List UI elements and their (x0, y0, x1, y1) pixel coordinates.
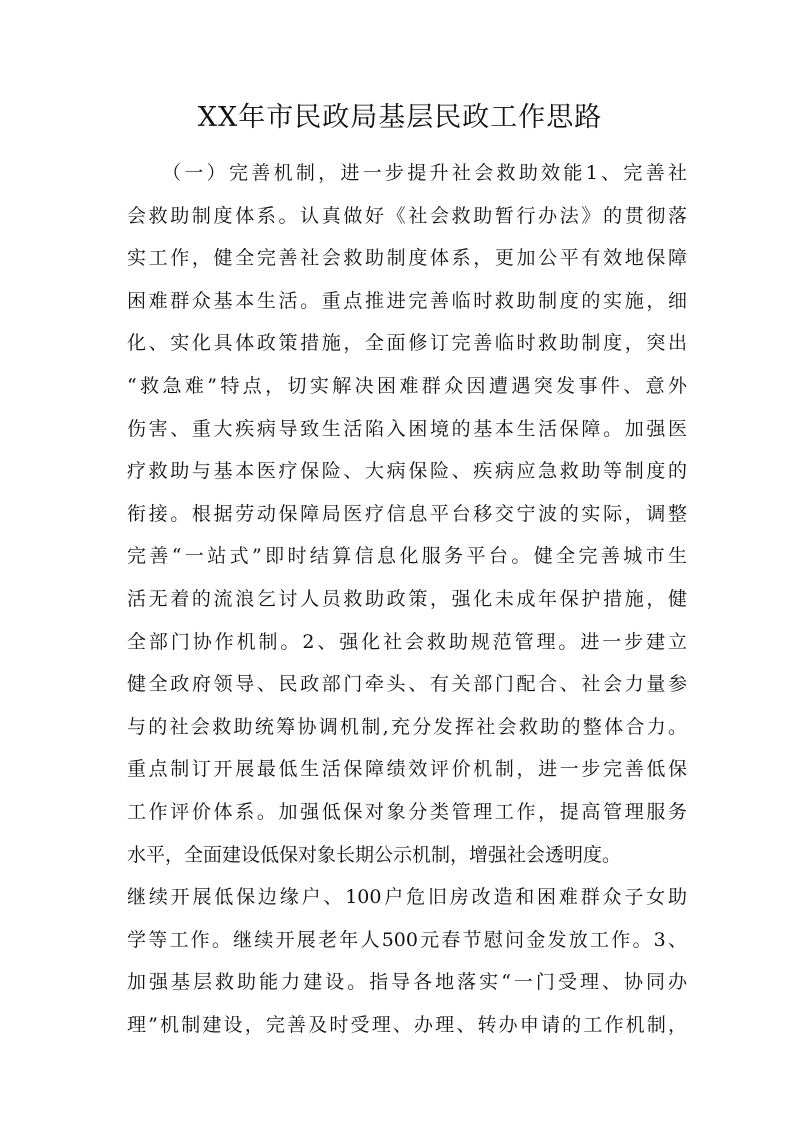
body-line: 工作评价体系。加强低保对象分类管理工作，提高管理服务 (127, 800, 687, 823)
body-line: 理”机制建设，完善及时受理、办理、转办申请的工作机制， (127, 1013, 687, 1036)
body-line: 与的社会救助统筹协调机制,充分发挥社会救助的整体合力。 (127, 715, 687, 738)
document-body (127, 152, 687, 1046)
body-line: 衔接。根据劳动保障局医疗信息平台移交宁波的实际，调整 (127, 502, 687, 525)
body-line: 水平，全面建设低保对象长期公示机制，增强社会透明度。 (127, 843, 622, 866)
body-line: 伤害、重大疾病导致生活陷入困境的基本生活保障。加强医 (127, 417, 687, 440)
body-line: 全部门协作机制。2、强化社会救助规范管理。进一步建立 (127, 630, 687, 653)
body-line: 加强基层救助能力建设。指导各地落实“一门受理、协同办 (127, 971, 687, 994)
body-line: 实工作，健全完善社会救助制度体系，更加公平有效地保障 (127, 247, 687, 270)
body-line: 完善“一站式”即时结算信息化服务平台。健全完善城市生 (127, 545, 687, 568)
body-line: 会救助制度体系。认真做好《社会救助暂行办法》的贯彻落 (127, 204, 687, 227)
body-line: 学等工作。继续开展老年人500元春节慰问金发放工作。3、 (127, 928, 687, 951)
body-line: 困难群众基本生活。重点推进完善临时救助制度的实施，细 (127, 289, 687, 312)
body-line: 重点制订开展最低生活保障绩效评价机制，进一步完善低保 (127, 758, 687, 781)
body-line: （一）完善机制，进一步提升社会救助效能1、完善社 (127, 162, 687, 184)
body-line: 活无着的流浪乞讨人员救助政策，强化未成年保护措施，健 (127, 587, 687, 610)
body-line: 继续开展低保边缘户、100户危旧房改造和困难群众子女助 (127, 886, 687, 909)
body-line: 化、实化具体政策措施，全面修订完善临时救助制度，突出 (127, 332, 687, 355)
document-title: XX年市民政局基层民政工作思路 (197, 102, 603, 133)
body-line: “救急难”特点，切实解决困难群众因遭遇突发事件、意外 (127, 374, 687, 397)
body-line: 疗救助与基本医疗保险、大病保险、疾病应急救助等制度的 (127, 460, 687, 483)
body-line: 健全政府领导、民政部门牵头、有关部门配合、社会力量参 (127, 673, 687, 696)
